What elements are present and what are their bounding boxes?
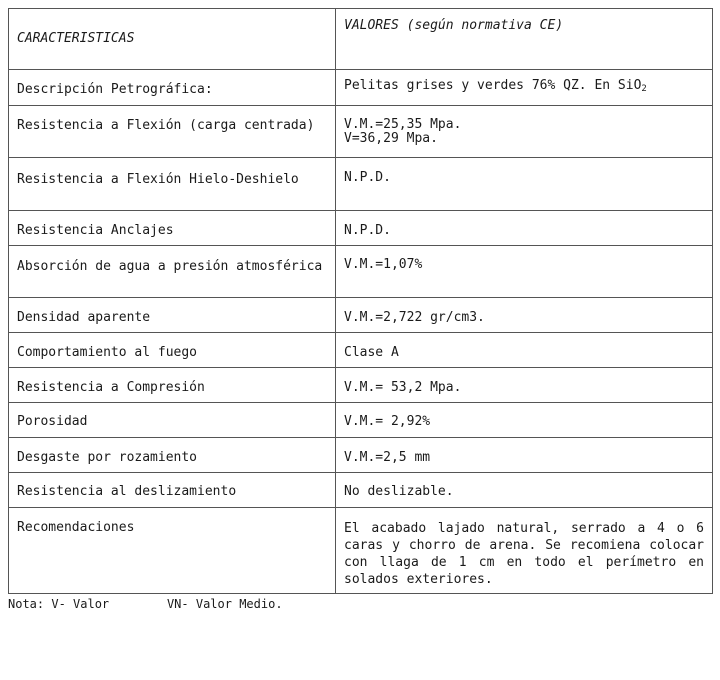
row-label (9, 508, 336, 594)
table-row (9, 333, 713, 368)
row-label-text: Recomendaciones (17, 520, 135, 535)
row-label-text: Resistencia Anclajes (17, 223, 174, 238)
row-label (9, 158, 336, 211)
footnote (8, 597, 283, 611)
header-characteristics: CARACTERISTICAS (9, 9, 336, 70)
row-label-text: Descripción Petrográfica: (17, 82, 213, 97)
note-label: Nota: (8, 597, 45, 611)
row-label (9, 473, 336, 508)
row-value (336, 438, 713, 473)
row-value (336, 368, 713, 403)
row-value-text: V.M.= 53,2 Mpa. (344, 380, 462, 395)
row-label (9, 70, 336, 106)
row-value (336, 106, 713, 158)
subscript-two: 2 (641, 84, 647, 94)
table-row (9, 298, 713, 333)
row-value (336, 211, 713, 246)
row-value-text (344, 70, 704, 97)
row-value (336, 473, 713, 508)
row-label-text: Absorción de agua a presión atmosférica (17, 259, 323, 274)
row-value (336, 403, 713, 438)
table-row (9, 246, 713, 298)
row-value (336, 246, 713, 298)
row-label (9, 368, 336, 403)
row-value (336, 70, 713, 106)
row-value-text: V.M.=2,722 gr/cm3. (344, 310, 485, 325)
row-label (9, 403, 336, 438)
row-label-text: Comportamiento al fuego (17, 345, 198, 360)
table-row (9, 368, 713, 403)
table-row (9, 70, 713, 106)
row-label (9, 211, 336, 246)
row-value (336, 158, 713, 211)
row-label-text: Densidad aparente (17, 310, 151, 325)
row-value-text (344, 106, 704, 146)
row-value-text: N.P.D. (344, 170, 391, 185)
row-label-text: Resistencia al deslizamiento (17, 484, 237, 499)
row-label (9, 438, 336, 473)
row-value-text: Clase A (344, 345, 399, 360)
table-row (9, 508, 713, 594)
row-value-text: V.M.=2,5 mm (344, 450, 431, 465)
row-label-text: Resistencia a Compresión (17, 380, 205, 395)
row-value-text: N.P.D. (344, 223, 391, 238)
row-value-text: V.M.=1,07% (344, 257, 423, 272)
note-vn: VN- Valor Medio. (166, 597, 283, 611)
petrographic-value: Pelitas grises y verdes 76% QZ. En SiO (344, 78, 642, 93)
characteristics-table (8, 8, 713, 594)
table-row (9, 211, 713, 246)
row-label-text: Resistencia a Flexión (carga centrada) (17, 118, 315, 133)
value-line: V.M.=25,35 Mpa. (344, 117, 462, 132)
row-label-text: Porosidad (17, 414, 88, 429)
table-row (9, 403, 713, 438)
row-label (9, 298, 336, 333)
table-row (9, 158, 713, 211)
row-value (336, 508, 713, 594)
row-label (9, 246, 336, 298)
row-label-text: Resistencia a Flexión Hielo-Deshielo (17, 172, 299, 187)
row-label (9, 106, 336, 158)
row-label-text: Desgaste por rozamiento (17, 450, 198, 465)
row-value (336, 333, 713, 368)
table-header-row (9, 9, 713, 70)
row-value (336, 298, 713, 333)
table-row (9, 473, 713, 508)
row-value-text: V.M.= 2,92% (344, 414, 431, 429)
row-value-text: No deslizable. (344, 484, 454, 499)
value-line: V=36,29 Mpa. (344, 131, 438, 146)
table-row (9, 106, 713, 158)
note-v: V- Valor (51, 597, 110, 611)
row-label (9, 333, 336, 368)
row-value-text: El acabado lajado natural, serrado a 4 o 6 caras y chorro de arena. Se recomiena colocar con llaga de 1 cm en todo el perímetro en solados exteriores. (344, 521, 704, 587)
header-values: VALORES (según normativa CE) (336, 9, 713, 70)
table-row (9, 438, 713, 473)
